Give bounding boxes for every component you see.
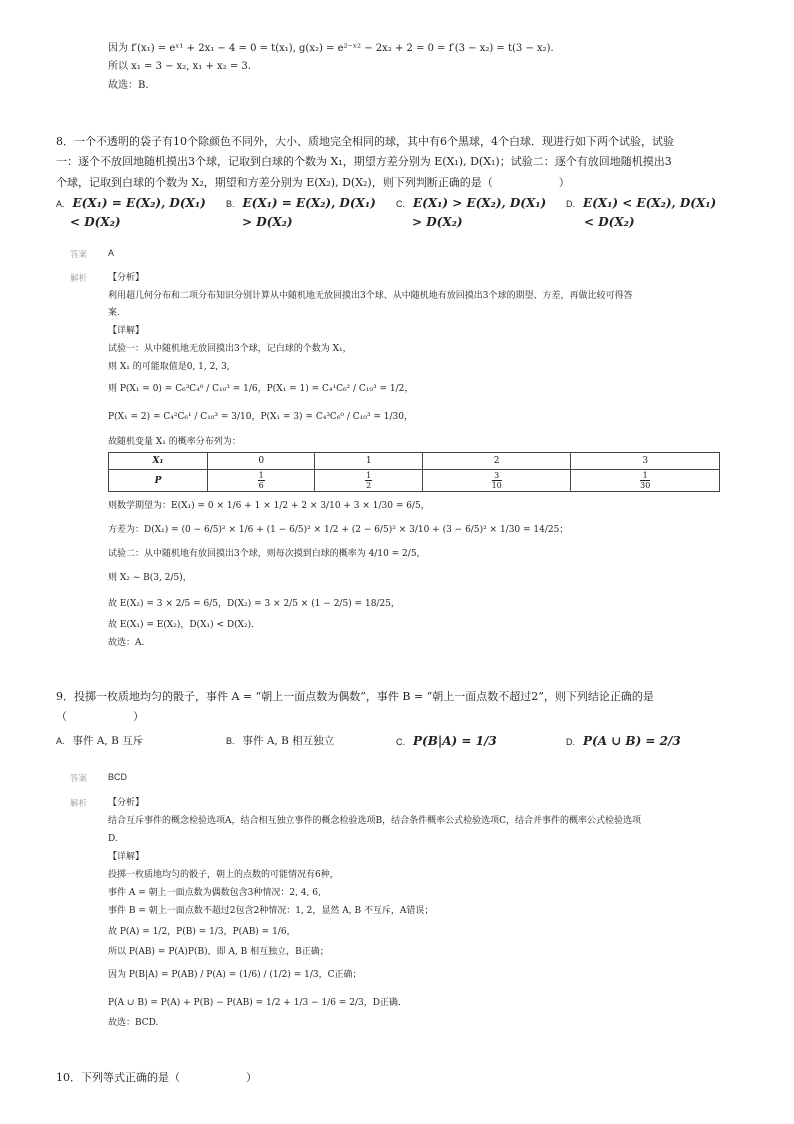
q8-sol2-line: 故选：A. bbox=[108, 638, 145, 648]
q9-option-b[interactable] bbox=[226, 732, 334, 750]
q8-option-b-text-2: > D(X₂) bbox=[242, 215, 293, 229]
table-cell bbox=[571, 470, 720, 492]
table-header-cell: 2 bbox=[422, 453, 571, 470]
fraction-denominator: 2 bbox=[366, 481, 372, 490]
q8-sol-line: 【详解】 bbox=[108, 326, 145, 336]
q9-sol-line: 【分析】 bbox=[108, 798, 145, 808]
q9-option-a-text: 事件 A, B 互斥 bbox=[72, 735, 144, 747]
q9-analysis-tag: 解析 bbox=[70, 798, 88, 808]
q9-stem-line-2: （ ） bbox=[56, 710, 144, 723]
q8-sol-line: 则 P(X₁ = 0) = C₆³C₄⁰ / C₁₀³ = 1/6，P(X₁ = 1) = C₄¹C₆² / C₁₀³ = 1/2， bbox=[108, 384, 414, 394]
q8-option-b-text-1: E(X₁) = E(X₂), D(X₁) bbox=[242, 196, 376, 210]
q8-option-d-text-1: E(X₁) < E(X₂), D(X₁) bbox=[583, 196, 717, 210]
table-cell bbox=[422, 470, 571, 492]
q8-sol2-line: 试验二：从中随机地有放回摸出3个球，则每次摸到白球的概率为 4/10 = 2/5， bbox=[108, 549, 426, 559]
q8-sol2-line: 则数学期望为：E(X₁) = 0 × 1/6 + 1 × 1/2 + 2 × 3/10 + 3 × 1/30 = 6/5， bbox=[108, 501, 430, 511]
q8-sol2-line: 故 E(X₁) = E(X₂)，D(X₁) < D(X₂)． bbox=[108, 620, 261, 630]
fraction-denominator: 30 bbox=[640, 481, 651, 490]
table-header-cell: 1 bbox=[315, 453, 422, 470]
q9-option-a[interactable] bbox=[56, 732, 143, 750]
table-row bbox=[109, 453, 720, 470]
q8-option-c-label: C. bbox=[396, 199, 405, 209]
q8-stem-line-2: 一：逐个不放回地随机摸出3个球，记取到白球的个数为 X₁，期望方差分别为 E(X₁), D(X₁)；试验二：逐个有放回地随机摸出3 bbox=[56, 155, 672, 168]
q8-stem-line-1: 8．一个不透明的袋子有10个除颜色不同外，大小、质地完全相同的球，其中有6个黑球，4个白球．现进行如下两个试验，试验 bbox=[56, 135, 674, 148]
q8-sol2-line: 故 E(X₂) = 3 × 2/5 = 6/5，D(X₂) = 3 × 2/5 × (1 − 2/5) = 18/25， bbox=[108, 599, 400, 609]
table-header-cell: 3 bbox=[571, 453, 720, 470]
table-header-cell: 0 bbox=[208, 453, 315, 470]
q9-answer: BCD bbox=[108, 772, 128, 782]
q9-stem-line-1: 9．投掷一枚质地均匀的骰子，事件 A = “朝上一面点数为偶数”，事件 B = “朝上一面点数不超过2”，则下列结论正确的是 bbox=[56, 690, 654, 703]
fraction-numerator: 1 bbox=[640, 471, 650, 481]
q9-option-d-label: D. bbox=[566, 737, 575, 747]
q8-option-d[interactable] bbox=[566, 194, 716, 232]
q9-sol-line: 【详解】 bbox=[108, 852, 145, 862]
fraction-denominator: 6 bbox=[258, 481, 264, 490]
q9-option-c[interactable] bbox=[396, 732, 497, 751]
table-cell bbox=[315, 470, 422, 492]
table-row bbox=[109, 470, 720, 492]
q8-option-a-text-1: E(X₁) = E(X₂), D(X₁) bbox=[72, 196, 206, 210]
q9-sol-line: 因为 P(B|A) = P(AB) / P(A) = (1/6) / (1/2) = 1/3，C正确； bbox=[108, 970, 362, 980]
q9-option-b-text: 事件 A, B 相互独立 bbox=[242, 735, 335, 747]
q8-option-c[interactable] bbox=[396, 194, 546, 232]
q8-sol-line: 则 X₁ 的可能取值是0, 1, 2, 3, bbox=[108, 362, 230, 372]
fraction-numerator: 1 bbox=[366, 471, 372, 480]
q9-sol-line: 故 P(A) = 1/2，P(B) = 1/3，P(AB) = 1/6， bbox=[108, 927, 296, 937]
prev-solution-line-2: 所以 x₁ = 3 − x₂, x₁ + x₂ = 3. bbox=[108, 61, 251, 72]
q9-answer-tag: 答案 bbox=[70, 773, 88, 783]
q8-sol-line: 案. bbox=[108, 308, 120, 318]
prev-solution-answer: 故选：B. bbox=[108, 80, 149, 91]
q8-stem-line-3: 个球，记取到白球的个数为 X₂，期望和方差分别为 E(X₂), D(X₂)，则下列判断正确的是（ ） bbox=[56, 176, 570, 189]
fraction-numerator: 1 bbox=[258, 471, 264, 480]
q8-option-a-label: A. bbox=[56, 199, 65, 209]
q8-option-a-text-2: < D(X₂) bbox=[70, 215, 121, 229]
q8-analysis-tag: 解析 bbox=[70, 273, 88, 283]
q8-sol-line: 试验一：从中随机地无放回摸出3个球，记白球的个数为 X₁， bbox=[108, 344, 352, 354]
q9-sol-line: 事件 A = 朝上一面点数为偶数包含3种情况：2, 4, 6, bbox=[108, 888, 321, 898]
q10-stem-line-1: 10．下列等式正确的是（ ） bbox=[56, 1071, 257, 1084]
q8-answer: A bbox=[108, 248, 115, 258]
q9-option-b-label: B. bbox=[226, 736, 235, 746]
q8-option-d-text-2: < D(X₂) bbox=[584, 215, 635, 229]
q9-sol-line: 所以 P(AB) = P(A)P(B)，即 A, B 相互独立，B正确； bbox=[108, 947, 329, 957]
q8-sol2-line: 方差为：D(X₁) = (0 − 6/5)² × 1/6 + (1 − 6/5)² × 1/2 + (2 − 6/5)² × 3/10 + (3 − 6/5)² × 1/30 = 14/25； bbox=[108, 525, 569, 535]
q8-option-d-label: D. bbox=[566, 199, 575, 209]
fraction-denominator: 10 bbox=[491, 481, 502, 490]
distribution-table bbox=[108, 452, 720, 492]
q9-sol-line: 故选：BCD. bbox=[108, 1018, 159, 1028]
q8-answer-tag: 答案 bbox=[70, 249, 88, 259]
q8-sol-line: P(X₁ = 2) = C₄²C₆¹ / C₁₀³ = 3/10，P(X₁ = 3) = C₄³C₆⁰ / C₁₀³ = 1/30， bbox=[108, 412, 413, 422]
q8-sol-line: 【分析】 bbox=[108, 273, 145, 283]
q9-sol-line: 投掷一枚质地均匀的骰子，朝上的点数的可能情况有6种， bbox=[108, 870, 339, 880]
q9-option-d-text: P(A ∪ B) = 2/3 bbox=[583, 734, 681, 748]
q8-option-c-text-1: E(X₁) > E(X₂), D(X₁) bbox=[413, 196, 547, 210]
q8-option-c-text-2: > D(X₂) bbox=[412, 215, 463, 229]
q8-option-b[interactable] bbox=[226, 194, 376, 232]
q9-sol-line: 结合互斥事件的概念检验选项A，结合相互独立事件的概念检验选项B，结合条件概率公式检验选项C，结合并事件的概率公式检验选项 bbox=[108, 816, 642, 826]
q8-option-b-label: B. bbox=[226, 199, 235, 209]
q9-sol-line: P(A ∪ B) = P(A) + P(B) − P(AB) = 1/2 + 1/3 − 1/6 = 2/3，D正确． bbox=[108, 998, 407, 1008]
q9-sol-line: 事件 B = 朝上一面点数不超过2包含2种情况：1, 2，显然 A, B 不互斥，A错误； bbox=[108, 906, 434, 916]
q9-option-c-text: P(B|A) = 1/3 bbox=[413, 734, 497, 748]
q8-sol-line: 利用超几何分布和二项分布知识分别计算从中随机地无放回摸出3个球、从中随机地有放回摸出3个球的期望、方差，再做比较可得答 bbox=[108, 291, 633, 301]
table-header-cell: X₁ bbox=[109, 453, 208, 470]
q9-option-d[interactable] bbox=[566, 732, 681, 751]
q9-option-c-label: C. bbox=[396, 737, 405, 747]
q8-option-a[interactable] bbox=[56, 194, 206, 232]
q9-option-a-label: A. bbox=[56, 736, 65, 746]
q8-sol-line: 故随机变量 X₁ 的概率分布列为： bbox=[108, 437, 241, 447]
fraction-numerator: 3 bbox=[492, 471, 502, 481]
table-cell bbox=[208, 470, 315, 492]
prev-solution-line-1: 因为 f′(x₁) = eˣ¹ + 2x₁ − 4 = 0 = t(x₁), g(x₂) = e²⁻ˣ² − 2x₂ + 2 = 0 = f′(3 − x₂) = t(3 − x₂). bbox=[108, 43, 554, 54]
table-row-label: P bbox=[109, 470, 208, 492]
q9-sol-line: D. bbox=[108, 834, 118, 844]
q8-sol2-line: 则 X₂ ~ B(3, 2/5)， bbox=[108, 573, 192, 583]
